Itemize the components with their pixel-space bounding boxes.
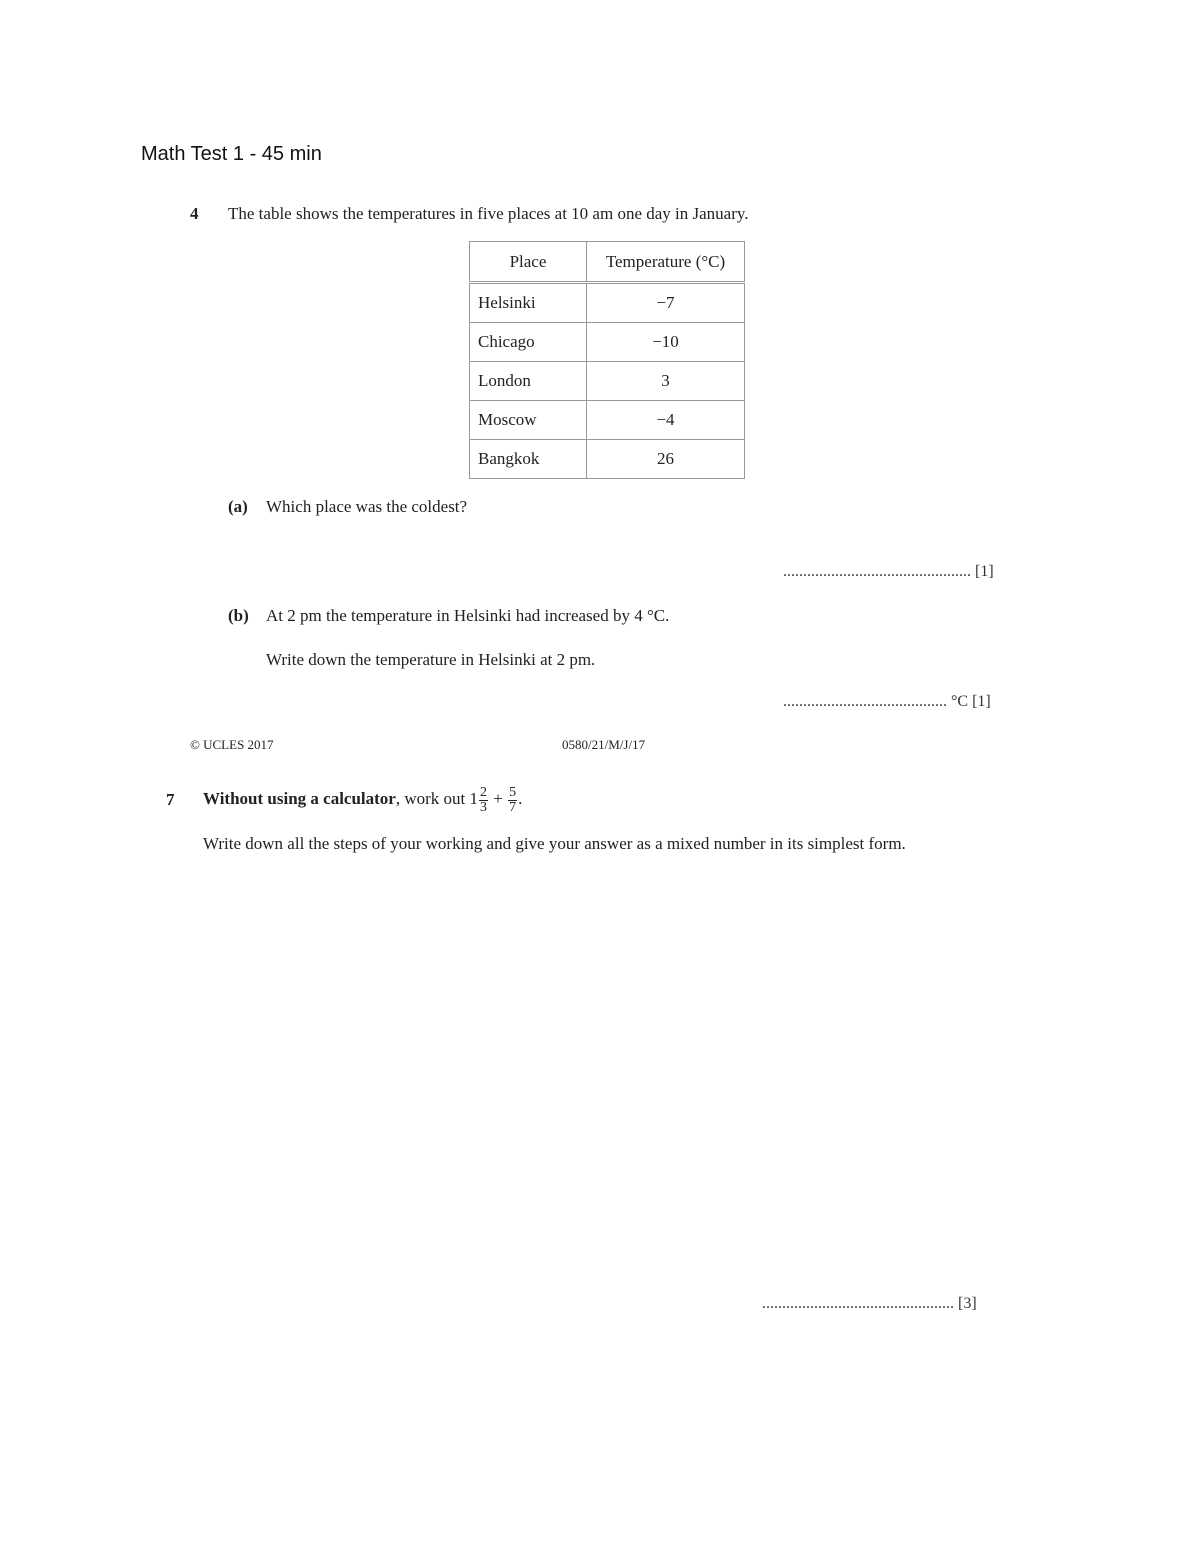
column-header: Temperature (°C): [587, 242, 745, 283]
table-row: [470, 283, 745, 323]
denominator: 7: [509, 799, 517, 815]
table-row: [470, 323, 745, 362]
question-number: 4: [190, 204, 199, 223]
part-label: (b): [228, 606, 249, 625]
place-cell: Chicago: [470, 323, 587, 362]
table-row: [470, 362, 745, 401]
paper-code: 0580/21/M/J/17: [562, 737, 646, 752]
question-stem: The table shows the temperatures in five places at 10 am one day in January.: [228, 204, 749, 223]
fraction: [508, 786, 517, 815]
copyright: © UCLES 2017: [190, 737, 274, 752]
numerator: 2: [480, 784, 488, 800]
fraction: [479, 786, 488, 815]
column-header: Place: [470, 242, 587, 283]
numerator: 5: [509, 784, 517, 800]
table-row: [470, 440, 745, 479]
temperature-cell: −7: [587, 283, 745, 323]
temperature-table: [469, 241, 745, 479]
place-cell: Moscow: [470, 401, 587, 440]
temperature-cell: −4: [587, 401, 745, 440]
question-stem: [203, 782, 522, 816]
emphasis: Without using a calculator: [203, 789, 396, 808]
part-b-text: At 2 pm the temperature in Helsinki had increased by 4 °C.: [266, 606, 670, 625]
period: .: [518, 789, 523, 808]
denominator: 3: [480, 799, 488, 815]
page-title: Math Test 1 - 45 min: [141, 143, 322, 165]
stem-text: , work out 1: [395, 789, 479, 808]
part-label: (a): [228, 497, 248, 516]
place-cell: Helsinki: [470, 283, 587, 323]
place-cell: London: [470, 362, 587, 401]
place-cell: Bangkok: [470, 440, 587, 479]
question-number: 7: [166, 790, 175, 809]
table-header-row: [470, 242, 745, 283]
table-row: [470, 401, 745, 440]
answer-line[interactable]: ............................................... [1]: [783, 563, 994, 580]
part-b-instruction: Write down the temperature in Helsinki at 2 pm.: [266, 650, 596, 669]
plus-sign: +: [489, 789, 508, 808]
temperature-cell: 3: [587, 362, 745, 401]
question-instruction: Write down all the steps of your working and give your answer as a mixed number in its simplest form.: [203, 834, 906, 853]
answer-line[interactable]: ................................................ [3]: [762, 1295, 977, 1312]
temperature-cell: 26: [587, 440, 745, 479]
answer-line[interactable]: ......................................... °C [1]: [783, 693, 991, 710]
temperature-cell: −10: [587, 323, 745, 362]
part-a-text: Which place was the coldest?: [266, 497, 468, 516]
